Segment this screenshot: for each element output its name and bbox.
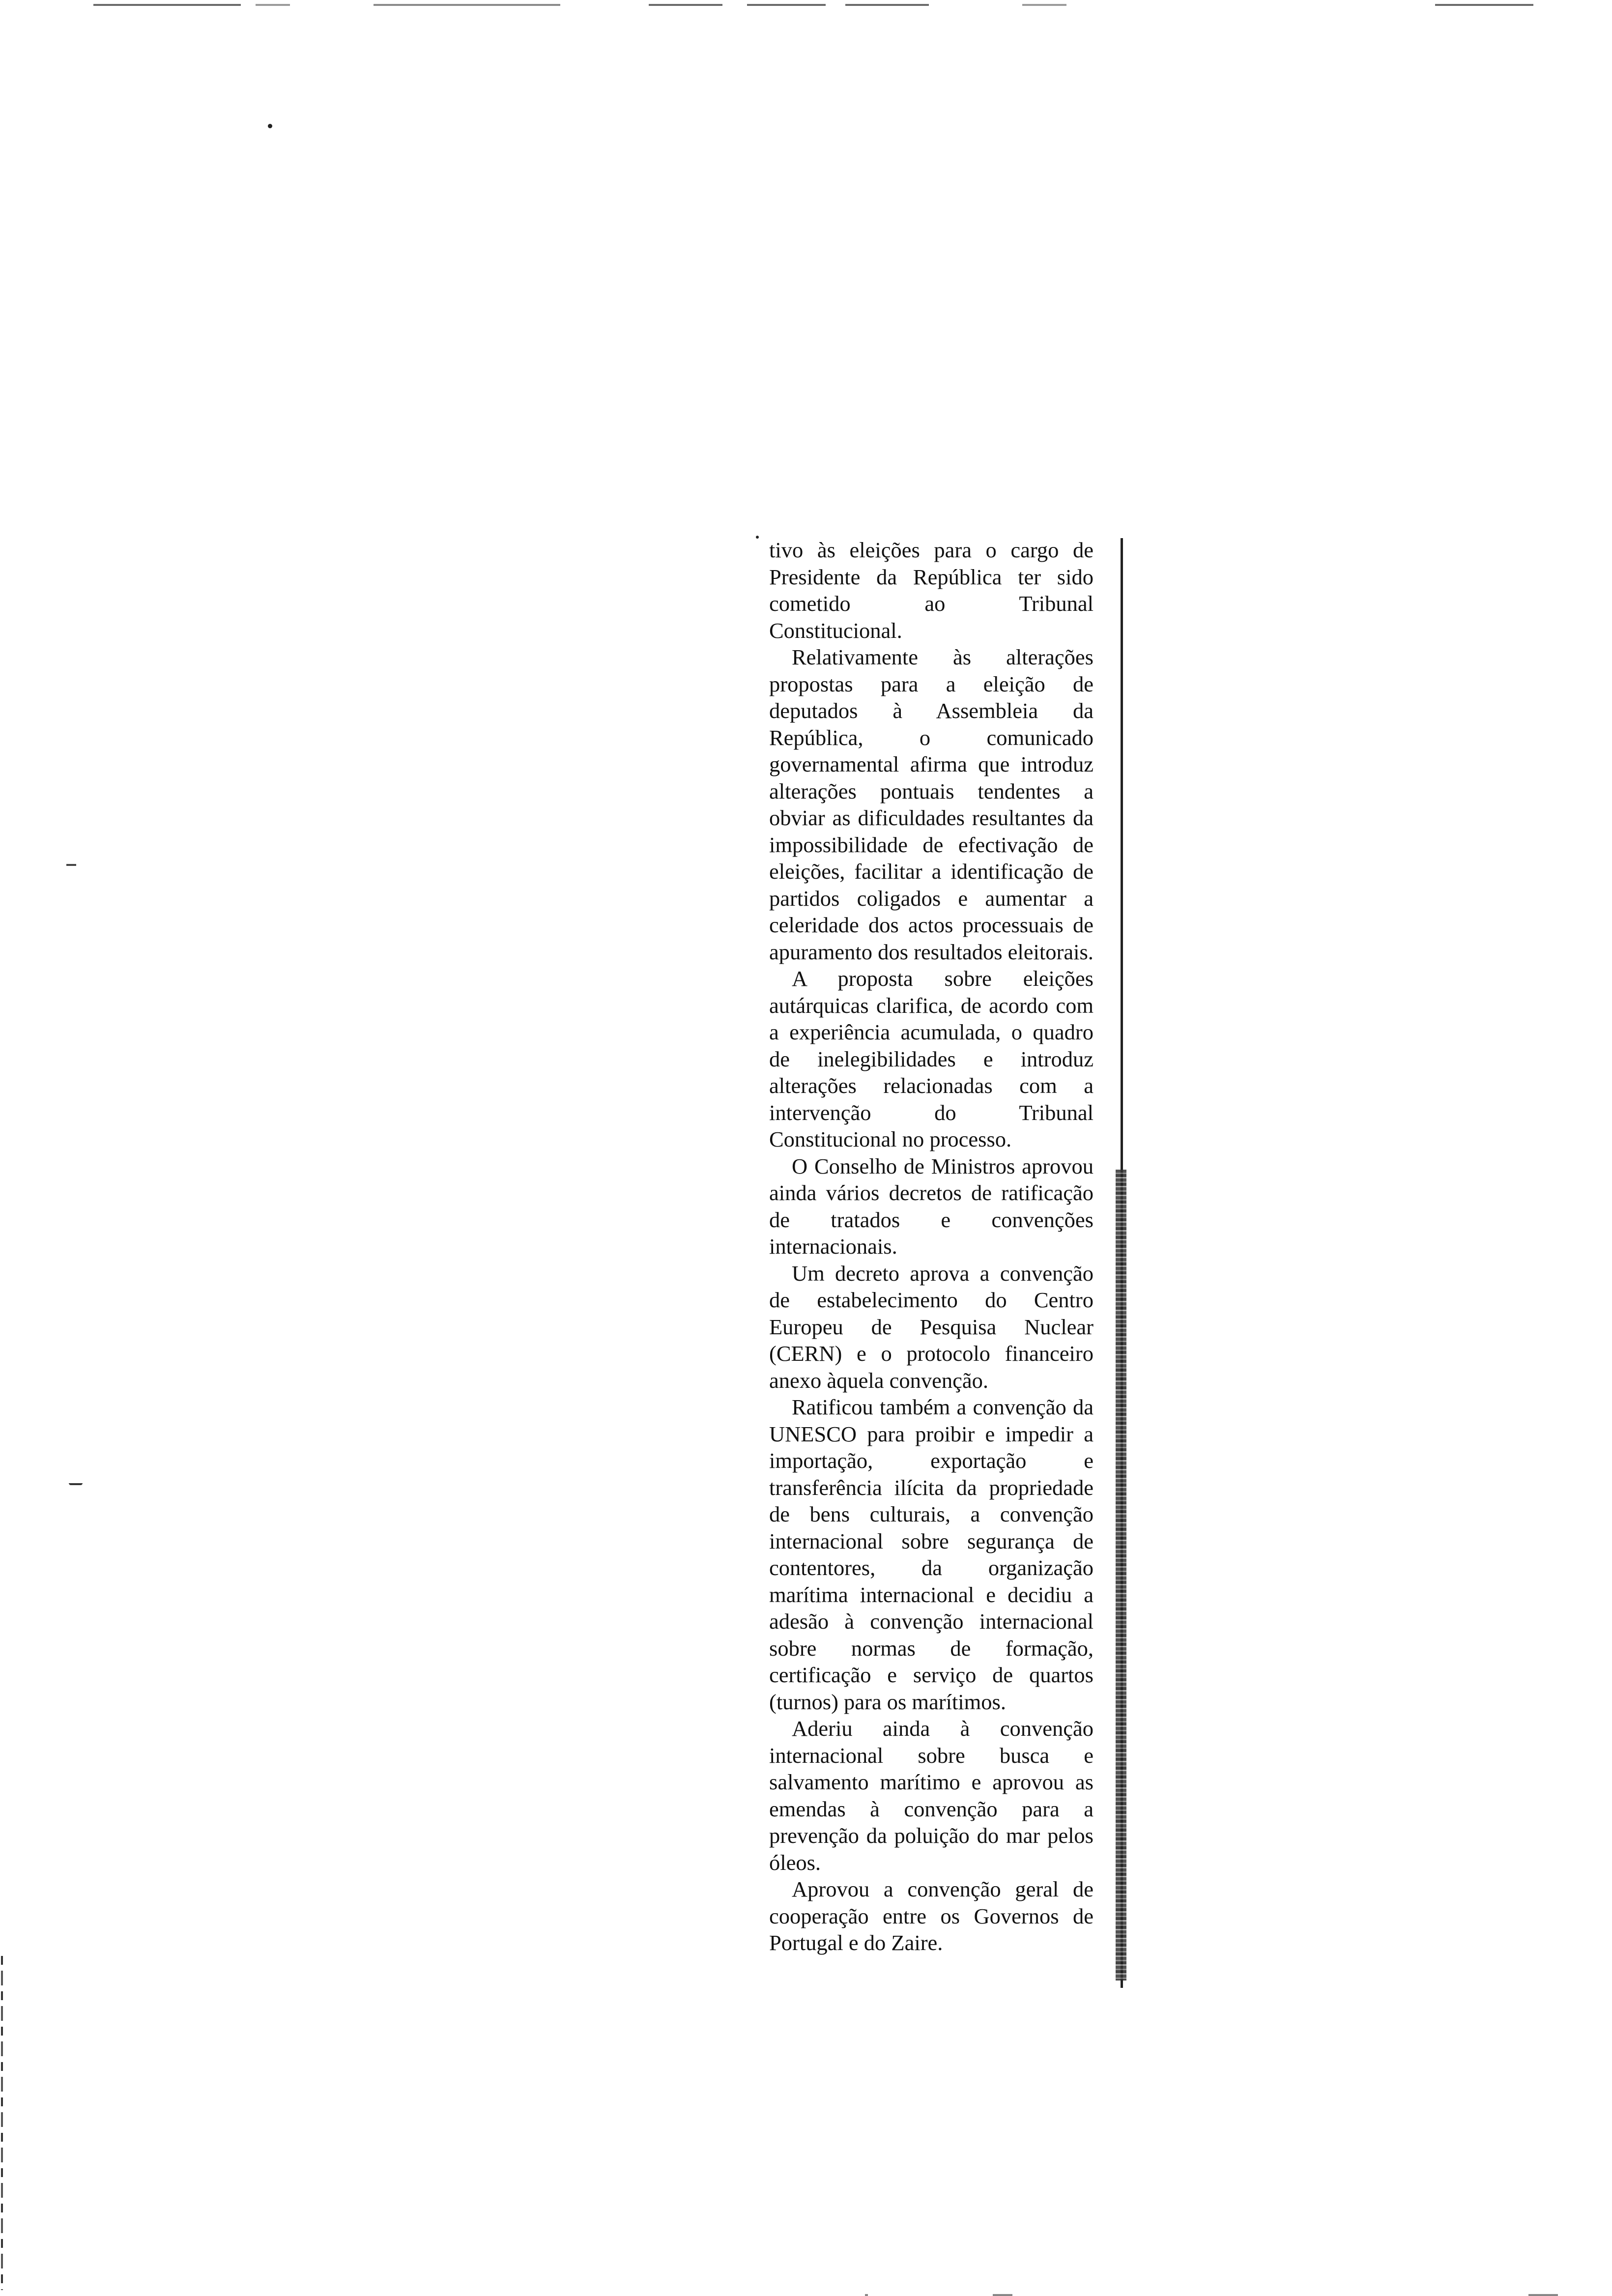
scan-speck [756, 536, 759, 539]
column-rule-noise [1116, 1170, 1126, 1980]
scan-artifact-top-rule [93, 4, 241, 6]
article-paragraph: Um decreto aprova a convenção de estabelecimento do Centro Europeu de Pesquisa Nuclear (CERN) e o protocolo financeiro anexo àquela convenção. [769, 1261, 1094, 1393]
scan-artifact-top-rule [845, 4, 929, 6]
scan-artifact-top-rule [747, 4, 826, 6]
article-paragraph: Ratificou também a convenção da UNESCO para proibir e impedir a importação, exportação e transferência ilícita da propriedade de bens culturais, a convenção internacional sobre segurança de contentores, da organização marítima internacional e decidiu a adesão à convenção internacional sobre normas de formação, certificação e serviço de quartos (turnos) para os marítimos. [769, 1395, 1094, 1714]
scan-artifact-mark [69, 1483, 83, 1485]
scan-speck [1528, 2294, 1558, 2296]
scan-artifact-top-rule [1022, 4, 1066, 6]
scan-artifact-top-rule [1435, 4, 1533, 6]
scan-artifact-top-rule [256, 4, 290, 6]
scan-speck [865, 2294, 868, 2296]
scan-speck [268, 124, 272, 128]
article-paragraph: Aprovou a convenção geral de cooperação entre os Governos de Portugal e do Zaire. [769, 1877, 1094, 1955]
article-paragraph: tivo às eleições para o cargo de Presidente da República ter sido cometido ao Tribunal Constitucional. [769, 538, 1094, 643]
article-paragraph: A proposta sobre eleições autárquicas clarifica, de acordo com a experiência acumulada, o quadro de inelegibilidades e introduz alterações relacionadas com a intervenção do Tribunal Constitucional no processo. [769, 966, 1094, 1151]
scan-artifact-top-rule [649, 4, 722, 6]
scan-artifact-mark [66, 864, 76, 866]
article-column [769, 537, 1094, 1956]
article-paragraph: O Conselho de Ministros aprovou ainda vários decretos de ratificação de tratados e convenções internacionais. [769, 1153, 1094, 1259]
scan-speck [993, 2294, 1012, 2296]
article-paragraph: Aderiu ainda à convenção internacional sobre busca e salvamento marítimo e aprovou as emendas à convenção para a prevenção da poluição do mar pelos óleos. [769, 1716, 1094, 1875]
article-paragraph: Relativamente às alterações propostas para a eleição de deputados à Assembleia da República, o comunicado governamental afirma que introduz alterações pontuais tendentes a obviar as dificuldades resultantes da impossibilidade de efectivação de eleições, facilitar a identificação de partidos coligados e aumentar a celeridade dos actos processuais de apuramento dos resultados eleitorais. [769, 645, 1094, 964]
scan-artifact-top-rule [374, 4, 560, 6]
scan-artifact-left-edge [1, 1956, 3, 2290]
